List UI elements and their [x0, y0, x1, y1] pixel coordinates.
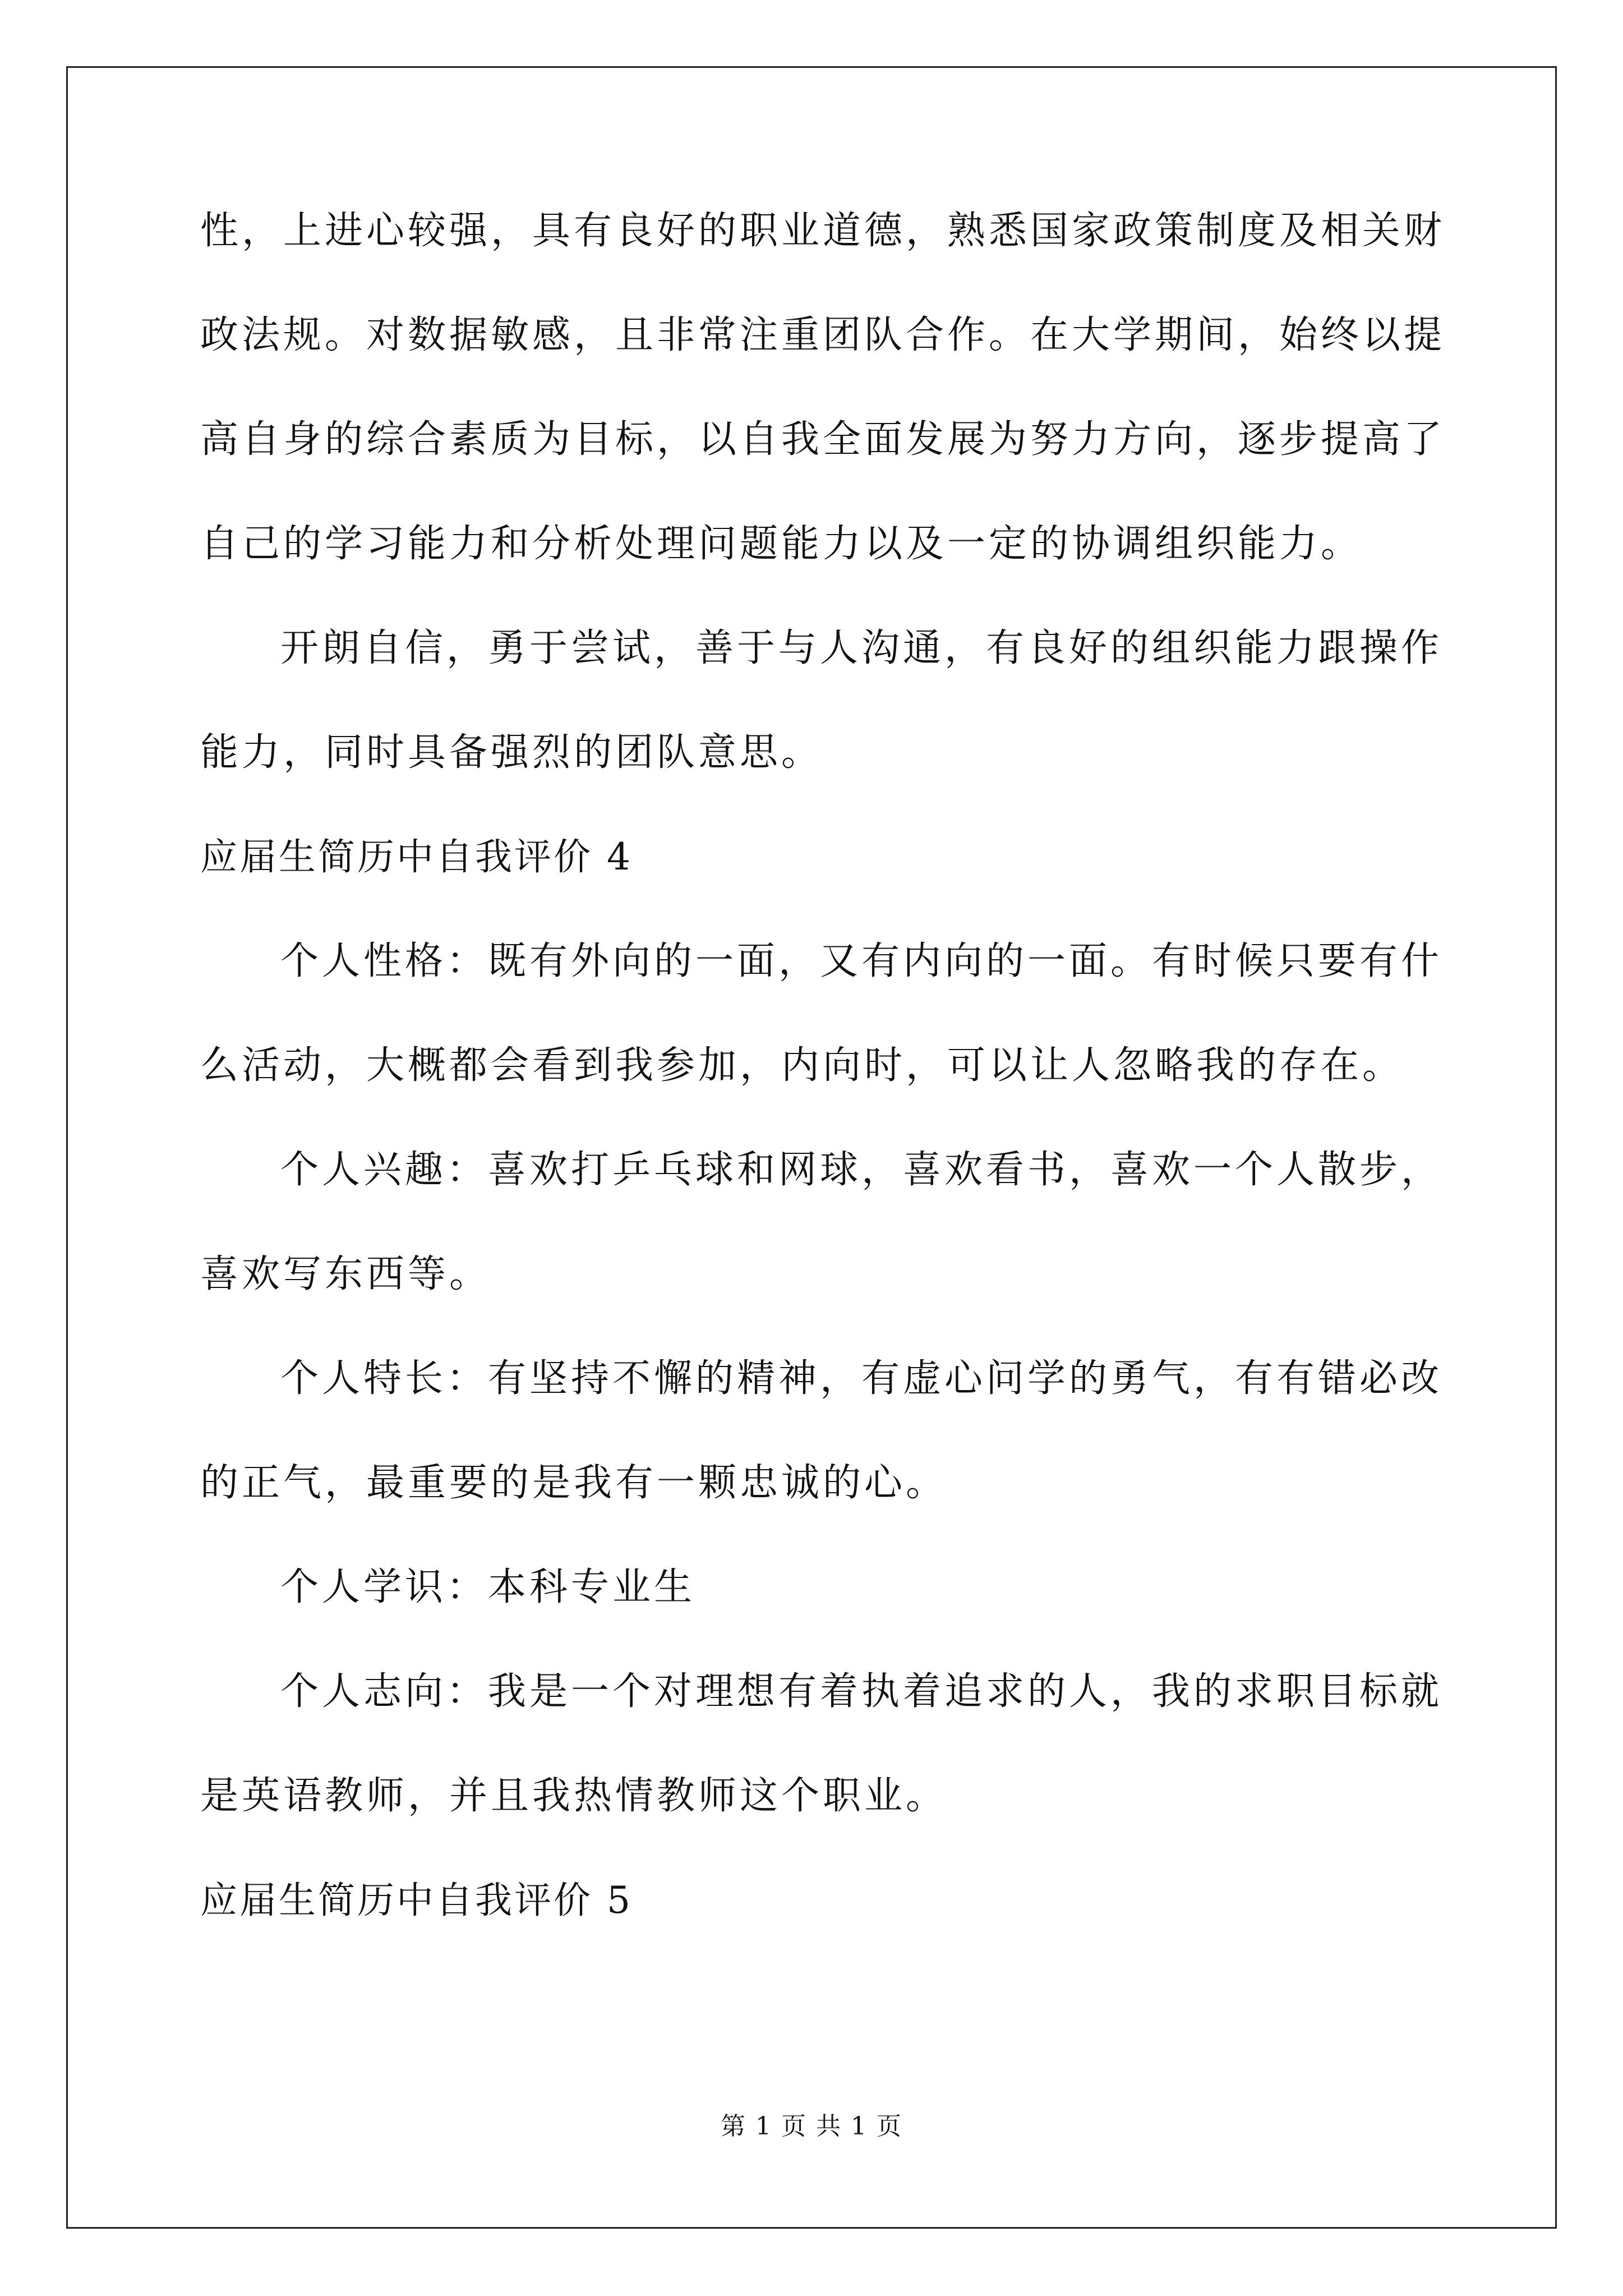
text-line: 是英语教师，并且我热情教师这个职业。: [200, 1774, 948, 1818]
text-line: 高自身的综合素质为目标，以自我全面发展为努力方向，逐步提高了: [200, 417, 1446, 462]
section-heading: 应届生简历中自我评价 4: [200, 835, 633, 878]
paragraph: [200, 626, 1443, 775]
text-line: 自己的学习能力和分析处理问题能力以及一定的协调组织能力。: [200, 522, 1363, 566]
section-heading: 应届生简历中自我评价 5: [200, 1879, 633, 1922]
text-line: 喜欢写东西等。: [200, 1252, 491, 1296]
document-body: [200, 209, 1446, 1982]
text-line: 个人学识：本科专业生: [280, 1565, 696, 1609]
text-line: 个人特长：有坚持不懈的精神，有虚心问学的勇气，有有错必改: [280, 1356, 1443, 1401]
paragraph: [200, 1565, 1426, 1610]
text-line: 个人志向：我是一个对理想有着执着追求的人，我的求职目标就: [280, 1669, 1443, 1714]
paragraph: [200, 1669, 1443, 1819]
text-line: 开朗自信，勇于尝试，善于与人沟通，有良好的组织能力跟操作: [280, 626, 1443, 670]
paragraph: [200, 1356, 1443, 1506]
paragraph: [200, 939, 1443, 1088]
text-line: 能力，同时具备强烈的团队意思。: [200, 730, 823, 775]
text-line: 个人兴趣：喜欢打乒乓球和网球，喜欢看书，喜欢一个人散步，: [280, 1148, 1443, 1192]
page-footer: 第 1 页 共 1 页: [721, 2112, 902, 2141]
text-line: 政法规。对数据敏感，且非常注重团队合作。在大学期间，始终以提: [200, 313, 1446, 357]
paragraph: [200, 1148, 1443, 1297]
text-line: 个人性格：既有外向的一面，又有内向的一面。有时候只要有什: [280, 939, 1443, 983]
text-line: 的正气，最重要的是我有一颗忠诚的心。: [200, 1461, 948, 1505]
text-line: 么活动，大概都会看到我参加，内向时，可以让人忽略我的存在。: [200, 1043, 1404, 1088]
text-line: 性，上进心较强，具有良好的职业道德，熟悉国家政策制度及相关财: [200, 209, 1446, 253]
paragraph: [200, 209, 1446, 567]
